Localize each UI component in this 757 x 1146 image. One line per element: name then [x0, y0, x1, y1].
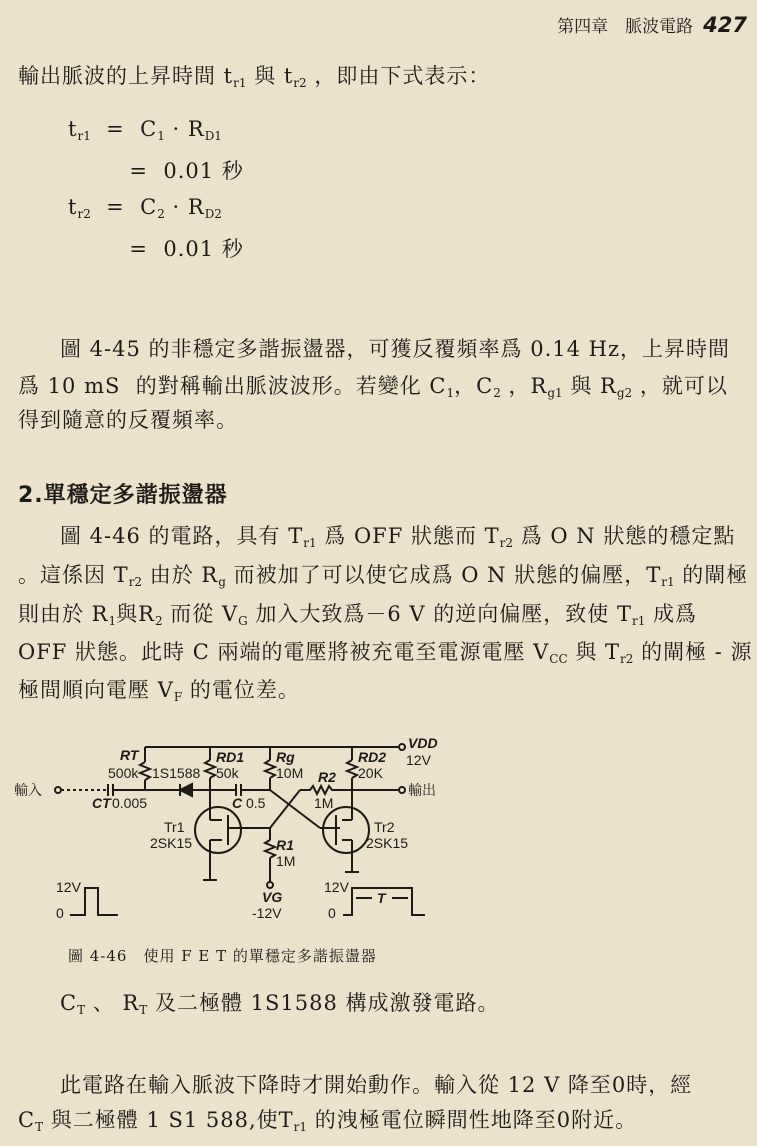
rg-value: 10M	[276, 765, 304, 781]
subscript: r1	[293, 1120, 308, 1134]
input-wave-low: 0	[56, 905, 64, 921]
text-run: ，C	[454, 374, 494, 398]
subscript: r1	[77, 129, 91, 143]
text-run: ，就可以	[632, 374, 728, 398]
subscript: F	[173, 690, 183, 704]
paragraph-line	[60, 520, 735, 550]
equation-tr2	[68, 195, 222, 221]
subscript: r1	[233, 76, 247, 90]
equation-tr1	[68, 117, 222, 143]
paragraph-line	[60, 987, 500, 1017]
subscript: r1	[631, 614, 646, 628]
subscript: r2	[293, 76, 307, 90]
text-run: 圖 4-46 的電路，具有 T	[60, 524, 304, 548]
subscript: 2	[493, 386, 501, 400]
tr1-part: 2SK15	[150, 835, 193, 851]
text-run: 的閘極 - 源	[633, 640, 753, 664]
r1-label: R1	[276, 837, 294, 853]
subscript: r2	[499, 536, 514, 550]
paragraph-line	[18, 1104, 637, 1134]
subscript: r2	[77, 207, 91, 221]
text-run: 與 R	[562, 374, 617, 398]
subscript: r2	[128, 575, 143, 589]
text-run: 。這係因 T	[18, 563, 129, 587]
c-value: 0.5	[246, 795, 266, 811]
text-run: 輸出脈波的上昇時間 t	[18, 64, 234, 88]
text-run: 極間順向電壓 V	[18, 678, 174, 702]
rd1-value: 50k	[216, 765, 239, 781]
output-label: 輸出	[408, 782, 436, 798]
r1-value: 1M	[276, 853, 296, 869]
subscript: g	[218, 575, 226, 589]
figure-caption	[68, 945, 377, 966]
subscript: g2	[616, 386, 633, 400]
text-run: 而被加了可以使它成爲 O N 狀態的偏壓，T	[225, 563, 662, 587]
rg-label: Rg	[276, 749, 295, 765]
vdd-value: 12V	[406, 752, 431, 768]
text-run: 圖 4-46 使用 F E T 的單穩定多諧振盪器	[68, 947, 377, 965]
text-run: ，即由下式表示：	[306, 64, 491, 88]
input-wave-high: 12V	[56, 879, 81, 895]
vg-label: VG	[262, 889, 283, 905]
text-run: 與 T	[567, 640, 621, 664]
text-run: = 0.01 秒	[68, 159, 244, 183]
subscript: CC	[549, 652, 568, 666]
text-run: 與 t	[246, 64, 294, 88]
equation-tr1-value	[68, 155, 244, 185]
rt-value: 500k	[108, 765, 139, 781]
text-run: C	[18, 1108, 36, 1132]
paragraph-line	[60, 1069, 692, 1099]
subscript: g1	[547, 386, 563, 400]
text-run: 的電位差。	[182, 678, 300, 702]
text-run: 的洩極電位瞬間性地降至0附近。	[307, 1108, 638, 1132]
paragraph-line	[18, 636, 753, 666]
page-header	[557, 12, 747, 37]
rd1-label: RD1	[216, 749, 245, 765]
output-wave-high: 12V	[324, 879, 349, 895]
text-run: C	[60, 991, 78, 1015]
tr2-label: Tr2	[374, 819, 395, 835]
text-run: 爲 10 mS 的對稱輸出脈波波形。若變化 C	[18, 374, 447, 398]
subscript: 2	[154, 614, 163, 628]
paragraph-line	[18, 674, 300, 704]
r2-label: R2	[318, 769, 336, 785]
text-run: 、 R	[85, 991, 140, 1015]
rt-label: RT	[120, 747, 139, 763]
text-run: OFF 狀態。此時 C 兩端的電壓將被充電至電源電壓 V	[18, 640, 550, 664]
text-run: 及二極體 1S1588 構成激發電路。	[147, 991, 500, 1015]
text-run: ，R	[500, 374, 548, 398]
text-run: · R	[164, 117, 205, 141]
text-run: 得到隨意的反覆頻率。	[18, 408, 238, 432]
subscript: D1	[204, 129, 222, 143]
circuit-diagram	[0, 730, 460, 930]
subscript: 2	[157, 207, 165, 221]
text-run: 而從 V	[162, 602, 239, 626]
text-run: 則由於 R	[18, 602, 109, 626]
text-run: 成爲	[645, 602, 698, 626]
subscript: G	[238, 614, 248, 628]
text-run: t	[68, 195, 78, 219]
input-label: 輸入	[14, 782, 42, 798]
text-run: = C	[90, 117, 158, 141]
subscript: r1	[303, 536, 317, 550]
subscript: 1	[157, 129, 165, 143]
page-number: 427	[703, 13, 747, 37]
paragraph-line	[60, 333, 730, 363]
text-run: = 0.01 秒	[68, 237, 244, 261]
text-run: 爲 OFF 狀態而 T	[316, 524, 500, 548]
r2-value: 1M	[314, 795, 334, 811]
chapter-title: 第四章 脈波電路	[557, 17, 694, 37]
text-run: 爲 O N 狀態的穩定點	[513, 524, 736, 548]
paragraph-line	[18, 598, 697, 628]
paragraph-line	[18, 370, 728, 400]
vg-value: -12V	[252, 905, 282, 921]
subscript: r1	[661, 575, 675, 589]
ct-label: CT	[92, 795, 111, 811]
text-run: 2.單穩定多諧振盪器	[18, 483, 228, 508]
equation-tr2-value	[68, 233, 244, 263]
tr2-part: 2SK15	[366, 835, 409, 851]
output-wave-low: 0	[328, 905, 336, 921]
subscript: T	[35, 1120, 44, 1134]
vdd-label: VDD	[408, 735, 438, 751]
text-run: 此電路在輸入脈波下降時才開始動作。輸入從 12 V 降至0時，經	[60, 1073, 693, 1097]
subscript: 1	[108, 614, 117, 628]
rd2-value: 20K	[358, 765, 383, 781]
text-run: t	[68, 117, 78, 141]
text-run: 圖 4-45 的非穩定多諧振盪器，可獲反覆頻率爲 0.14 Hz，上昇時間	[60, 337, 731, 361]
subscript: T	[139, 1003, 148, 1017]
c-label: C	[232, 795, 243, 811]
subscript: r2	[620, 652, 634, 666]
text-run: · R	[164, 195, 205, 219]
period-label: T	[377, 890, 386, 906]
ct-value: 0.005	[112, 795, 148, 811]
subscript: T	[77, 1003, 86, 1017]
text-run: 與二極體 1 S1 588,使T	[43, 1108, 294, 1132]
text-run: 與R	[116, 602, 155, 626]
text-run: 由於 R	[142, 563, 219, 587]
diode-label: 1S1588	[152, 765, 201, 781]
paragraph-line	[18, 404, 238, 434]
intro-line	[18, 60, 490, 90]
text-run: 加入大致爲－6 V 的逆向偏壓，致使 T	[247, 602, 632, 626]
tr1-label: Tr1	[164, 819, 185, 835]
text-run: 的閘極	[674, 563, 749, 587]
text-run: = C	[90, 195, 158, 219]
rd2-label: RD2	[358, 749, 387, 765]
subscript: 1	[446, 386, 455, 400]
section-heading	[18, 478, 228, 509]
subscript: D2	[204, 207, 222, 221]
paragraph-line	[18, 559, 748, 589]
